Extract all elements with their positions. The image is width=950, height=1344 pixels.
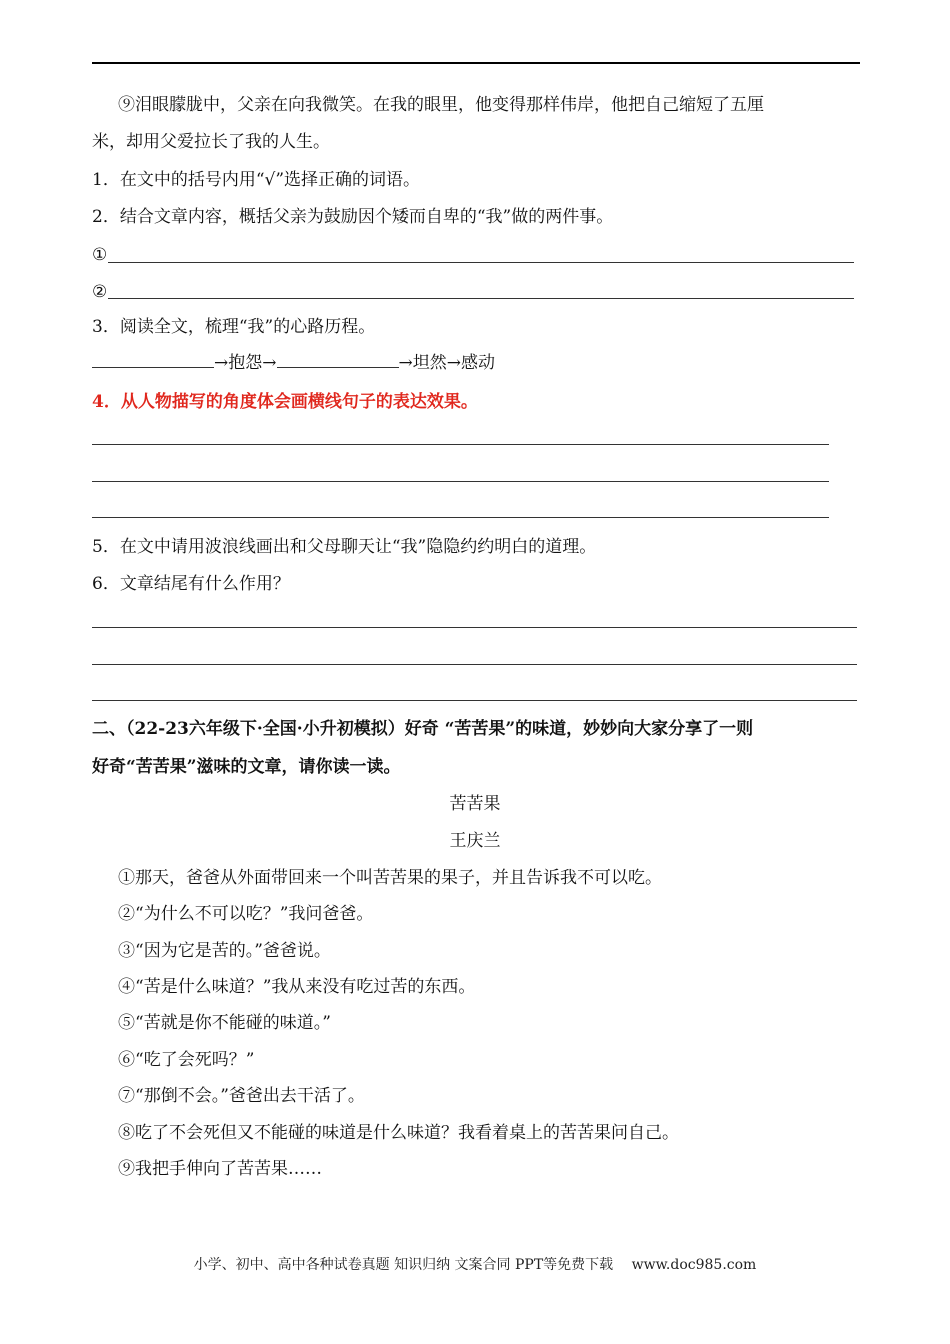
section-2-intro-line-2: 好奇“苦苦果”滋味的文章，请你读一读。 (92, 757, 401, 777)
answer-marker-1: ① (92, 245, 108, 265)
article-paragraph: ⑧吃了不会死但又不能碰的味道是什么味道？我看着桌上的苦苦果问自己。 (118, 1123, 679, 1143)
paragraph-9-line-2: 米，却用父爱拉长了我的人生。 (92, 132, 330, 152)
page-footer: 小学、初中、高中各种试卷真题 知识归纳 文案合同 PPT等免费下载 www.doc985.com (193, 1257, 757, 1273)
question-3: 3．阅读全文，梳理“我”的心路历程。 (92, 317, 376, 337)
answer-line[interactable] (108, 298, 854, 299)
article-paragraph: ①那天，爸爸从外面带回来一个叫苦苦果的果子，并且告诉我不可以吃。 (118, 868, 662, 888)
answer-line[interactable] (92, 444, 829, 445)
question-4: 4．从人物描写的角度体会画横线句子的表达效果。 (92, 392, 478, 412)
article-paragraph: ⑥“吃了会死吗？” (118, 1050, 255, 1070)
answer-marker-2: ② (92, 282, 108, 302)
question-2: 2．结合文章内容，概括父亲为鼓励因个矮而自卑的“我”做的两件事。 (92, 207, 614, 227)
answer-line[interactable] (92, 664, 857, 665)
top-rule (92, 62, 860, 64)
article-paragraph: ④“苦是什么味道？”我从来没有吃过苦的东西。 (118, 977, 476, 997)
paragraph-9-line-1: ⑨泪眼朦胧中，父亲在向我微笑。在我的眼里，他变得那样伟岸，他把自己缩短了五厘 (118, 95, 764, 115)
answer-line[interactable] (108, 262, 854, 263)
flow-blank[interactable] (277, 353, 399, 368)
article-paragraph: ⑨我把手伸向了苦苦果…… (118, 1159, 322, 1179)
answer-line[interactable] (92, 700, 857, 701)
article-paragraph: ③“因为它是苦的。”爸爸说。 (118, 941, 331, 961)
question-3-flow (92, 352, 495, 374)
question-5: 5．在文中请用波浪线画出和父母聊天让“我”隐隐约约明白的道理。 (92, 537, 597, 557)
flow-text-b: →坦然→感动 (398, 353, 495, 373)
article-paragraph: ⑤“苦就是你不能碰的味道。” (118, 1013, 331, 1033)
flow-blank[interactable] (92, 353, 214, 368)
section-2-intro-line-1: 二、（22-23六年级下·全国·小升初模拟）好奇 “苦苦果”的味道，妙妙向大家分享了一则 (92, 719, 754, 739)
flow-text-a: →抱怨→ (214, 353, 277, 373)
question-6: 6．文章结尾有什么作用？ (92, 574, 290, 594)
answer-line[interactable] (92, 627, 857, 628)
question-1: 1．在文中的括号内用“√”选择正确的词语。 (92, 170, 421, 190)
answer-line[interactable] (92, 481, 829, 482)
article-paragraph: ②“为什么不可以吃？”我问爸爸。 (118, 904, 374, 924)
article-paragraph: ⑦“那倒不会。”爸爸出去干活了。 (118, 1086, 365, 1106)
article-author: 王庆兰 (449, 831, 501, 851)
answer-line[interactable] (92, 517, 829, 518)
article-title: 苦苦果 (449, 794, 501, 814)
